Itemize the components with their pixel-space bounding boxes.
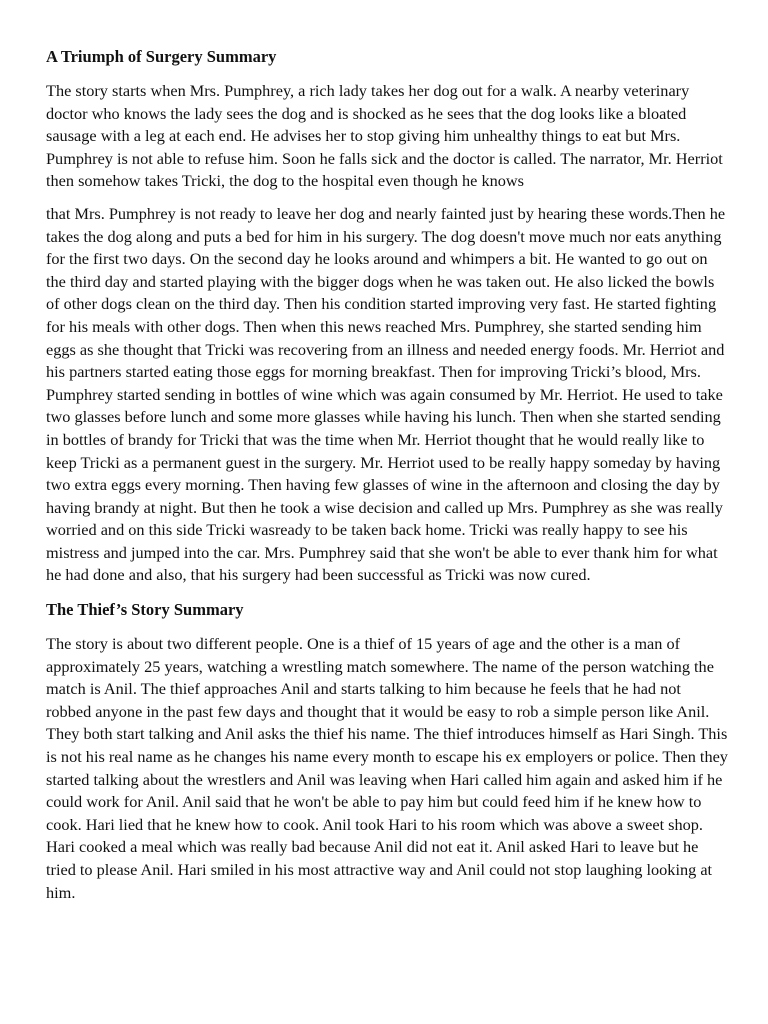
document-content: [46, 44, 730, 914]
section-heading-thiefs-story: The Thief’s Story Summary: [46, 600, 244, 620]
paragraph-triumph-continued: that Mrs. Pumphrey is not ready to leave her dog and nearly fainted just by hearing these words.Then he takes the dog along and puts a bed for him in his surgery. The dog doesn't move much nor eats anything for the first two days. On the second day he looks around and whimpers a bit. He wanted to go out on the third day and started playing with the bigger dogs when he was taken out. He also licked the bowls of other dogs clean on the third day. Then his condition started improving very fast. He started fighting for his meals with other dogs. Then when this news reached Mrs. Pumphrey, she started sending him eggs as she thought that Tricki was recovering from an illness and needed energy foods. Mr. Herriot and his partners started eating those eggs for morning breakfast. Then for improving Tricki’s blood, Mrs. Pumphrey started sending in bottles of wine which was again consumed by Mr. Herriot. He used to take two glasses before lunch and some more glasses while having his lunch. Then when she started sending in bottles of brandy for Tricki that was the time when Mr. Herriot thought that he would really like to keep Tricki as a permanent guest in the surgery. Mr. Herriot used to be really happy someday by having two extra eggs every morning. Then having few glasses of wine in the afternoon and closing the day by having brandy at night. But then he took a wise decision and called up Mrs. Pumphrey as she was really worried and on this side Tricki wasready to be taken back home. Tricki was really happy to see his mistress and jumped into the car. Mrs. Pumphrey said that she won't be able to ever thank him for what he had done and also, that his surgery had been successful as Tricki was now cured.: [46, 203, 726, 585]
paragraph-thiefs-story: The story is about two different people. One is a thief of 15 years of age and the other is a man of approximately 25 years, watching a wrestling match somewhere. The name of the person watching the match is Anil. The thief approaches Anil and starts talking to him because he feels that he had not robbed anyone in the past few days and thought that it would be easy to rob a simple person like Anil. They both start talking and Anil asks the thief his name. The thief introduces himself as Hari Singh. This is not his real name as he changes his name every month to escape his ex employers or police. Then they started talking about the wrestlers and Anil was leaving when Hari called him again and asked him if he could work for Anil. Anil said that he won't be able to pay him but could feed him if he knew how to cook. Hari lied that he knew how to cook. Anil took Hari to his room which was above a sweet shop. Hari cooked a meal which was really bad because Anil did not eat it. Anil asked Hari to leave but he tried to please Anil. Hari smiled in his most attractive way and Anil could not stop laughing looking at him.: [46, 634, 728, 902]
paragraph-triumph-intro: The story starts when Mrs. Pumphrey, a rich lady takes her dog out for a walk. A nearby veterinary doctor who knows the lady sees the dog and is shocked as he sees that the dog looks like a bloated sausage with a leg at each end. He advises her to stop giving him unhealthy things to eat but Mrs. Pumphrey is not able to refuse him. Soon he falls sick and the doctor is called. The narrator, Mr. Herriot then somehow takes Tricki, the dog to the hospital even though he knows: [46, 81, 723, 191]
section-heading-triumph-of-surgery: A Triumph of Surgery Summary: [46, 47, 277, 66]
